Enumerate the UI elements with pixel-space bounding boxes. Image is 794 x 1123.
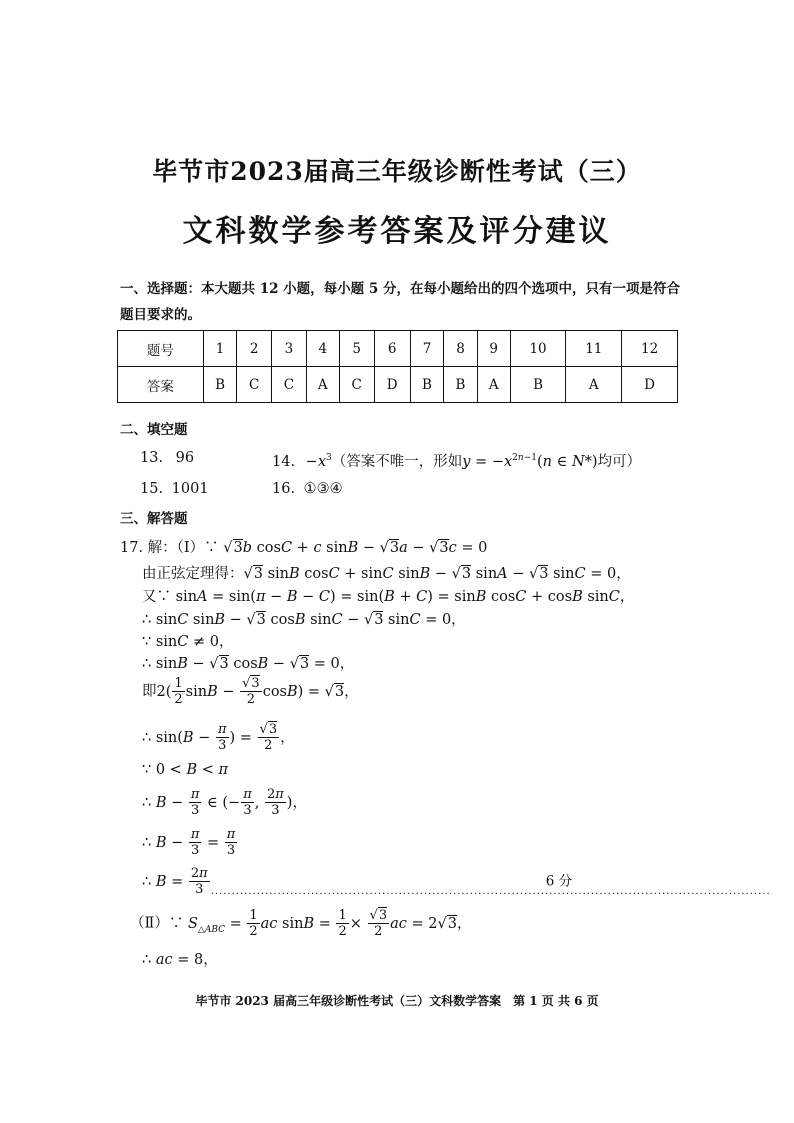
question-number-cell: 4 — [306, 331, 339, 367]
solution-line — [142, 866, 771, 897]
table-row-numbers — [118, 331, 678, 367]
answer-table — [117, 330, 678, 403]
question-number: 16. — [272, 481, 296, 497]
answer-q15 — [140, 481, 209, 497]
question-number-cell: 11 — [566, 331, 622, 367]
math-expression: ∴ B − $\frac{\pi}{3}$ ∈ (− $\frac{\pi}{3}$ , $\frac{2\pi}{3}$ )， — [142, 787, 307, 818]
math-expression: ∴ sin(B − $\frac{\pi}{3}$ ) = $\frac{√3}{2}$ ， — [142, 722, 295, 753]
answer-q14 — [272, 450, 641, 471]
document-subtitle: 文科数学参考答案及评分建议 — [182, 214, 612, 249]
question-label: 17. 解：（Ⅰ） — [120, 540, 205, 556]
solution-line — [142, 585, 634, 606]
question-number-cell: 8 — [444, 331, 477, 367]
solution-line — [142, 652, 354, 673]
answer-cell: A — [566, 367, 622, 403]
math-expression: ∴ ac = 8， — [142, 952, 218, 968]
math-expression: ∵ √3b cosC + c sinB − √3a − √3c = 0 — [204, 540, 488, 556]
math-expression: √3 sinB cosC + sinC sinB − √3 sinA − √3 sinC = 0， — [243, 566, 631, 582]
math-expression: ∵ $S_{\triangle ABC}$ = $\frac{1}{2}$ ac sinB = $\frac{1}{2}$ × $\frac{√3}{2}$ ac = 2√3， — [168, 908, 472, 939]
answer-cell: B — [510, 367, 566, 403]
math-expression: ∴ sinB − √3 cosB − √3 = 0， — [142, 656, 355, 672]
solution-line — [142, 948, 218, 969]
answer-note-end: 均可） — [597, 454, 642, 470]
answer-value: 1001 — [171, 481, 209, 497]
table-row-answers — [118, 367, 678, 403]
solution-line — [142, 630, 233, 651]
section3-heading: 三、解答题 — [120, 511, 188, 527]
question-number-cell: 6 — [374, 331, 410, 367]
math-expression: ∵ sinC ≠ 0， — [142, 634, 234, 650]
answer-q13 — [140, 450, 194, 466]
step-text: 由正弦定理得： — [142, 566, 244, 582]
answer-cell: B — [444, 367, 477, 403]
answer-cell: C — [237, 367, 272, 403]
math-expression: ∴ sinC sinB − √3 cosB sinC − √3 sinC = 0， — [142, 612, 466, 628]
exam-title: 毕节市2023届高三年级诊断性考试（三） — [152, 157, 642, 186]
answer-cell: B — [203, 367, 236, 403]
section2-heading: 二、填空题 — [120, 422, 188, 438]
question-number-cell: 12 — [622, 331, 678, 367]
math-expression: ∴ B − $\frac{\pi}{3}$ = $\frac{\pi}{3}$ — [142, 827, 236, 858]
table-header-cell: 题号 — [118, 331, 204, 367]
solution-line — [120, 536, 487, 557]
math-expression: 2( $\frac{1}{2}$ sinB − $\frac{√3}{2}$ cosB) = √3， — [156, 676, 359, 707]
math-expression: ∵ 0 < B < π — [142, 762, 228, 778]
math-expression: ∴ B = $\frac{2\pi}{3}$ — [142, 866, 208, 897]
solution-line — [142, 787, 307, 818]
answer-note: （答案不唯一，形如 — [331, 454, 463, 470]
solution-line — [130, 908, 471, 939]
solution-line — [142, 722, 295, 753]
step-text: 又 — [142, 589, 157, 605]
page-footer: 毕节市 2023 届高三年级诊断性考试（三）文科数学答案 第 1 页 共 6 页 — [195, 994, 599, 1008]
answer-value: 96 — [175, 450, 195, 466]
answer-cell: D — [622, 367, 678, 403]
answer-value: ①③④ — [303, 481, 343, 497]
answer-cell: C — [339, 367, 374, 403]
solution-line — [142, 676, 359, 707]
solution-line — [142, 608, 466, 629]
question-number: 13. — [140, 450, 164, 466]
question-number-cell: 2 — [237, 331, 272, 367]
question-number-cell: 1 — [203, 331, 236, 367]
answer-cell: D — [374, 367, 410, 403]
solution-line — [142, 827, 238, 858]
answer-q16 — [272, 481, 343, 497]
solution-line — [142, 562, 631, 583]
part-label: （Ⅱ） — [130, 915, 169, 932]
answer-cell: A — [477, 367, 510, 403]
question-number-cell: 9 — [477, 331, 510, 367]
section1-heading: 一、选择题：本大题共 12 小题，每小题 5 分，在每小题给出的四个选项中，只有一项是符合题目要求的。 — [120, 281, 680, 323]
question-number-cell: 3 — [272, 331, 307, 367]
question-number-cell: 5 — [339, 331, 374, 367]
score-label: 6 分 — [545, 873, 573, 890]
solution-line — [142, 762, 228, 778]
answer-cell: A — [306, 367, 339, 403]
answer-formula: $-x^3$ — [305, 453, 332, 470]
question-number: 15. — [140, 481, 164, 497]
answer-cell: B — [410, 367, 443, 403]
question-number-cell: 7 — [410, 331, 443, 367]
question-number-cell: 10 — [510, 331, 566, 367]
answer-cell: C — [272, 367, 307, 403]
dotted-leader: ...................................................................................................................................... — [210, 886, 771, 897]
general-form-formula: $y = -x^{2n-1}(n$ ∈ N*) — [462, 453, 598, 470]
table-header-cell: 答案 — [118, 367, 204, 403]
question-number: 14. — [272, 454, 296, 470]
step-text: 即 — [142, 683, 157, 700]
math-expression: ∵ sinA = sin(π − B − C) = sin(B + C) = sinB cosC + cosB sinC， — [156, 589, 635, 605]
